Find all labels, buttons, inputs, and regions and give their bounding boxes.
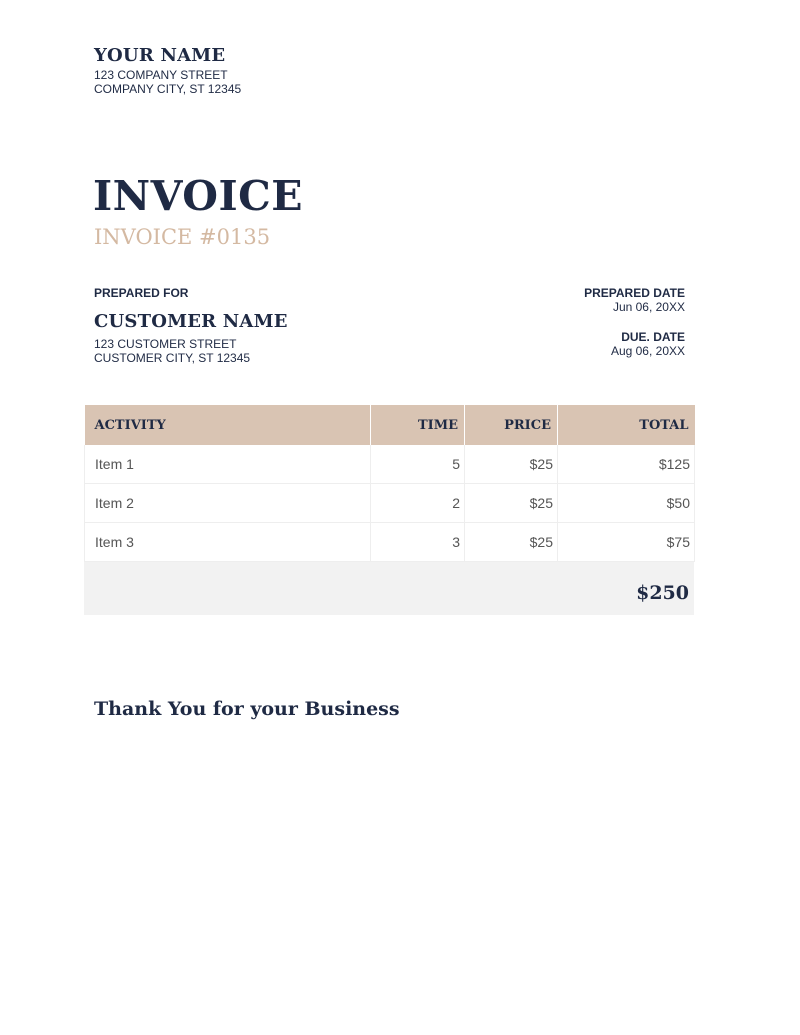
cell-total: $75	[558, 523, 695, 562]
grand-total-bar	[84, 562, 694, 615]
prepared-date-label: PREPARED DATE	[584, 286, 685, 300]
customer-city: CUSTOMER CITY, ST 12345	[94, 351, 251, 365]
cell-price: $25	[465, 523, 558, 562]
cell-total: $50	[558, 484, 695, 523]
customer-street: 123 CUSTOMER STREET	[94, 337, 237, 351]
invoice-title: INVOICE	[93, 172, 304, 220]
due-date-label: DUE. DATE	[621, 330, 685, 344]
cell-activity: Item 1	[85, 445, 371, 484]
grand-total-amount: $250	[636, 582, 689, 604]
due-date-value: Aug 06, 20XX	[610, 344, 685, 358]
thank-you-message: Thank You for your Business	[94, 698, 400, 720]
column-header-total: TOTAL	[558, 405, 695, 445]
cell-price: $25	[465, 484, 558, 523]
customer-name: CUSTOMER NAME	[94, 311, 288, 332]
cell-time: 3	[371, 523, 465, 562]
table-header-row	[85, 405, 695, 445]
column-header-price: PRICE	[465, 405, 558, 445]
table-row	[85, 445, 695, 484]
table-row	[85, 523, 695, 562]
column-header-activity: ACTIVITY	[85, 405, 371, 445]
prepared-date-value: Jun 06, 20XX	[612, 300, 685, 314]
column-header-time: TIME	[371, 405, 465, 445]
cell-activity: Item 2	[85, 484, 371, 523]
prepared-for-label: PREPARED FOR	[94, 286, 189, 300]
sender-street: 123 COMPANY STREET	[94, 68, 228, 82]
cell-activity: Item 3	[85, 523, 371, 562]
table-row	[85, 484, 695, 523]
cell-price: $25	[465, 445, 558, 484]
cell-time: 5	[371, 445, 465, 484]
sender-name: YOUR NAME	[94, 45, 226, 66]
cell-time: 2	[371, 484, 465, 523]
cell-total: $125	[558, 445, 695, 484]
invoice-number: INVOICE #0135	[94, 225, 271, 249]
invoice-items-table	[84, 405, 695, 562]
sender-city: COMPANY CITY, ST 12345	[94, 82, 242, 96]
